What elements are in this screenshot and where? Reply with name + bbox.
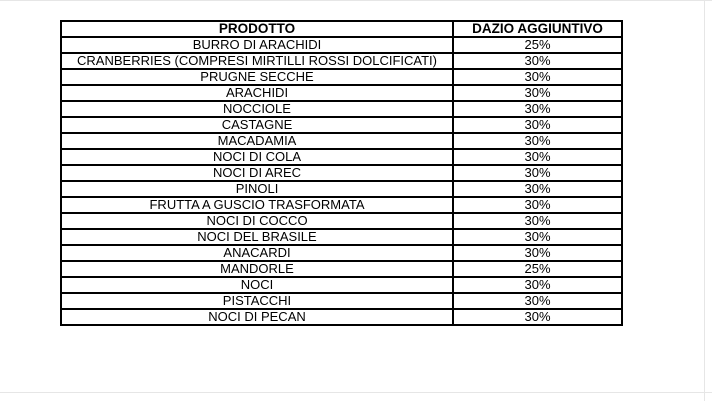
duty-cell: 30% (453, 165, 622, 181)
duty-cell: 30% (453, 53, 622, 69)
table-row (61, 293, 622, 309)
table-row (61, 309, 622, 325)
duty-cell: 30% (453, 101, 622, 117)
frame-top-border (0, 0, 712, 1)
duty-cell: 30% (453, 277, 622, 293)
frame-right-border (704, 0, 705, 401)
product-cell: PINOLI (61, 181, 453, 197)
table-row (61, 117, 622, 133)
table-row (61, 133, 622, 149)
product-cell: MACADAMIA (61, 133, 453, 149)
table-row (61, 37, 622, 53)
product-cell: NOCI DI PECAN (61, 309, 453, 325)
duty-cell: 30% (453, 197, 622, 213)
table-row (61, 245, 622, 261)
duty-cell: 30% (453, 69, 622, 85)
product-cell: BURRO DI ARACHIDI (61, 37, 453, 53)
product-cell: NOCI DEL BRASILE (61, 229, 453, 245)
product-cell: NOCI DI COLA (61, 149, 453, 165)
header-duty: DAZIO AGGIUNTIVO (453, 21, 622, 37)
product-cell: ANACARDI (61, 245, 453, 261)
product-cell: PRUGNE SECCHE (61, 69, 453, 85)
duty-cell: 30% (453, 229, 622, 245)
duty-cell: 30% (453, 181, 622, 197)
product-cell: CRANBERRIES (COMPRESI MIRTILLI ROSSI DOLCIFICATI) (61, 53, 453, 69)
product-cell: CASTAGNE (61, 117, 453, 133)
duty-cell: 30% (453, 149, 622, 165)
duty-cell: 30% (453, 117, 622, 133)
frame-bottom-border (0, 392, 712, 393)
product-cell: PISTACCHI (61, 293, 453, 309)
product-cell: NOCCIOLE (61, 101, 453, 117)
duty-cell: 25% (453, 261, 622, 277)
table-row (61, 101, 622, 117)
product-cell: MANDORLE (61, 261, 453, 277)
product-cell: NOCI DI COCCO (61, 213, 453, 229)
product-cell: NOCI DI AREC (61, 165, 453, 181)
duty-cell: 30% (453, 133, 622, 149)
header-product: PRODOTTO (61, 21, 453, 37)
table-row (61, 277, 622, 293)
tariff-table (60, 20, 623, 326)
table-body (61, 37, 622, 325)
duty-cell: 30% (453, 85, 622, 101)
duty-cell: 25% (453, 37, 622, 53)
duty-cell: 30% (453, 309, 622, 325)
header-row (61, 21, 622, 37)
table-row (61, 149, 622, 165)
duty-cell: 30% (453, 245, 622, 261)
table-row (61, 213, 622, 229)
product-cell: NOCI (61, 277, 453, 293)
duty-cell: 30% (453, 213, 622, 229)
table-row (61, 69, 622, 85)
table-row (61, 261, 622, 277)
product-cell: FRUTTA A GUSCIO TRASFORMATA (61, 197, 453, 213)
table-row (61, 85, 622, 101)
product-cell: ARACHIDI (61, 85, 453, 101)
table-row (61, 181, 622, 197)
table-row (61, 197, 622, 213)
table-row (61, 229, 622, 245)
table-row (61, 53, 622, 69)
table-row (61, 165, 622, 181)
duty-cell: 30% (453, 293, 622, 309)
